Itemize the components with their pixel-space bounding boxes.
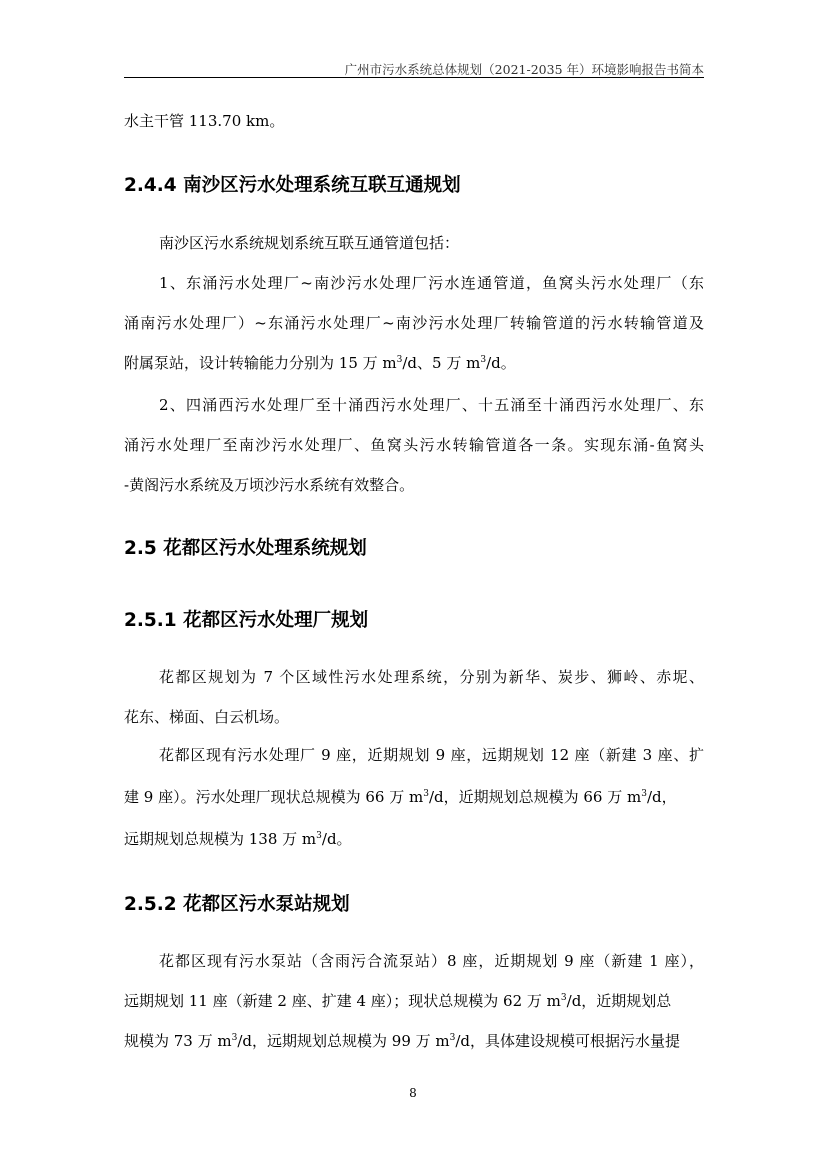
section-heading-2-4-4: 2.4.4 南沙区污水处理系统互联互通规划: [124, 175, 461, 196]
paragraph-line: 花东、梯面、白云机场。: [124, 708, 290, 726]
page-number: 8: [409, 1086, 417, 1100]
continuation-text: 水主干管 113.70 km。: [124, 112, 285, 130]
header-rule: [124, 77, 704, 78]
list-item-1-line: 1、东涌污水处理厂~南沙污水处理厂污水连通管道，鱼窝头污水处理厂（东: [159, 274, 704, 292]
superscript: 3: [449, 1033, 456, 1043]
paragraph-line: 花都区现有污水泵站（含雨污合流泵站）8 座，近期规划 9 座（新建 1 座），: [159, 952, 704, 970]
paragraph-line: 花都区规划为 7 个区域性污水处理系统，分别为新华、炭步、狮岭、赤坭、: [159, 668, 704, 686]
section-heading-2-5: 2.5 花都区污水处理系统规划: [124, 538, 367, 559]
paragraph-line: 远期规划总规模为 138 万 $m^3/d$。: [124, 830, 352, 848]
paragraph-intro: 南沙区污水系统规划系统互联互通管道包括：: [159, 234, 460, 252]
paragraph-line: 建 9 座）。污水处理厂现状总规模为 66 万 $m^3/d$，近期规划总规模为 66 万 $m^3/d$，: [124, 788, 677, 806]
superscript: 3: [480, 355, 487, 365]
list-item-2-line: 涌污水处理厂至南沙污水处理厂、鱼窝头污水转输管道各一条。实现东涌-鱼窝头: [124, 436, 704, 454]
list-item-1-line: 涌南污水处理厂）~东涌污水处理厂~南沙污水处理厂转输管道的污水转输管道及: [124, 314, 704, 332]
paragraph-line: 远期规划 11 座（新建 2 座、扩建 4 座）；现状总规模为 62 万 $m^3/d$，近期规划总: [124, 992, 672, 1010]
superscript: 3: [396, 355, 403, 365]
paragraph-line: 规模为 73 万 $m^3/d$，远期规划总规模为 99 万 $m^3/d$，具体建设规模可根据污水量提: [124, 1032, 681, 1050]
list-item-2-line: 2、四涌西污水处理厂至十涌西污水处理厂、十五涌至十涌西污水处理厂、东: [159, 396, 704, 414]
paragraph-line: 花都区现有污水处理厂 9 座，近期规划 9 座，远期规划 12 座（新建 3 座、扩: [159, 746, 704, 764]
superscript: 3: [316, 831, 322, 841]
list-item-1-line: 附属泵站，设计转输能力分别为 15 万 $m^3/d$、5 万 $m^3/d$。: [124, 354, 516, 372]
superscript: 3: [560, 993, 567, 1003]
section-heading-2-5-1: 2.5.1 花都区污水处理厂规划: [124, 610, 369, 631]
section-heading-2-5-2: 2.5.2 花都区污水泵站规划: [124, 894, 350, 915]
superscript: 3: [231, 1033, 238, 1043]
superscript: 3: [423, 789, 429, 799]
header-title: 广州市污水系统总体规划（2021-2035 年）环境影响报告书简本: [344, 62, 704, 77]
list-item-2-line: -黄阁污水系统及万顷沙污水系统有效整合。: [124, 476, 415, 494]
superscript: 3: [641, 789, 647, 799]
